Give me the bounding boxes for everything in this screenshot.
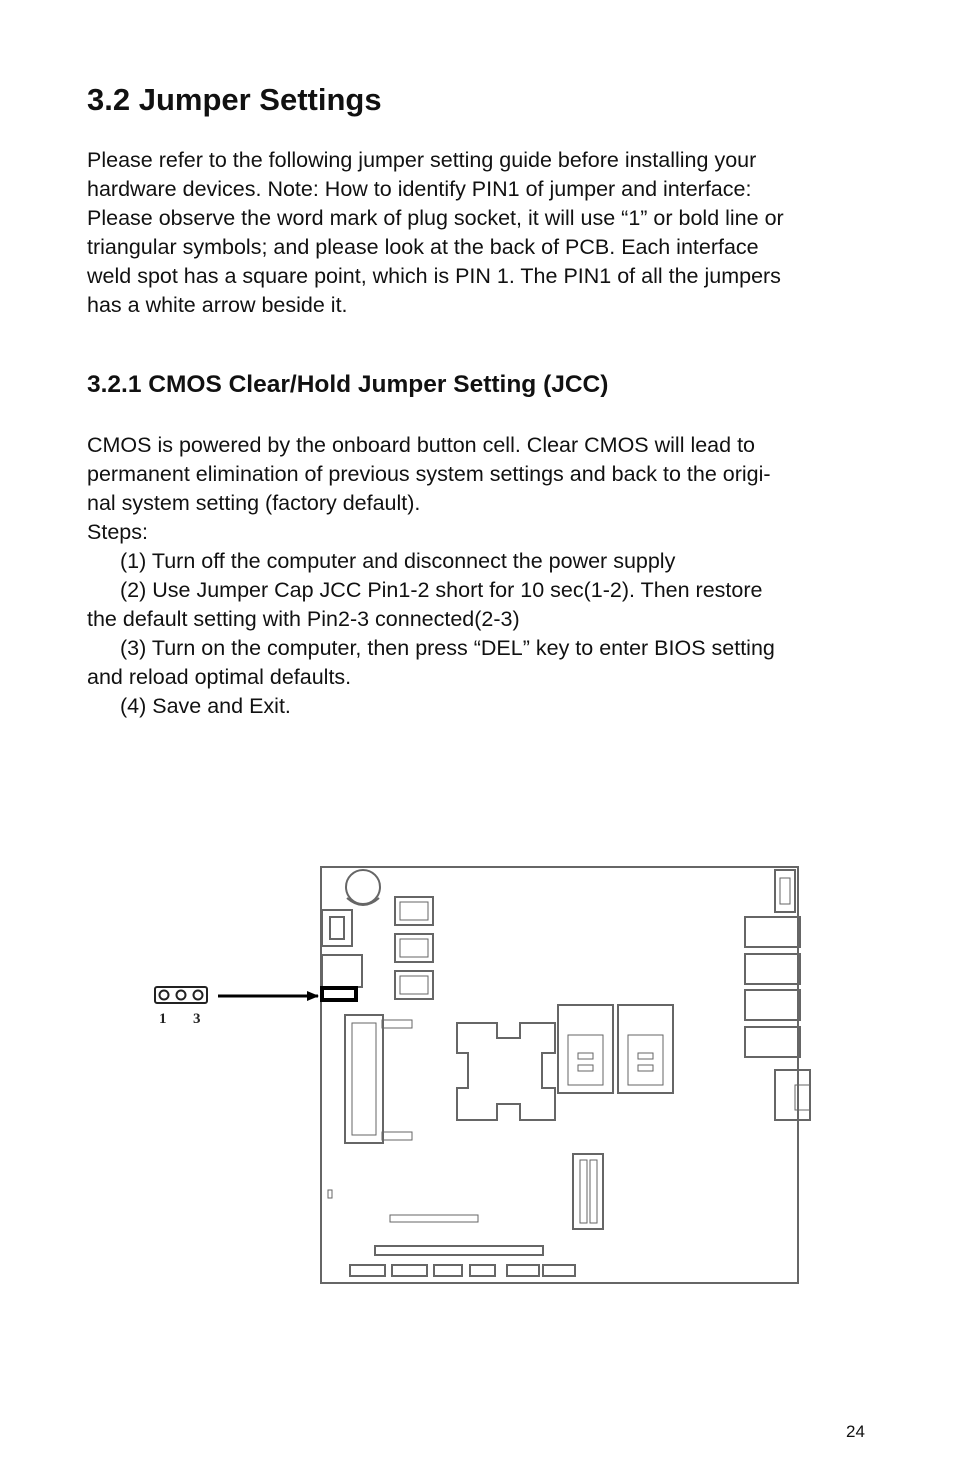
component-1-inner [400,902,428,920]
intro-paragraph [87,146,877,320]
connector-left-1 [322,910,352,946]
step-1: (1) Turn off the computer and disconnect the power supply [120,549,676,573]
chipset-right-inner [628,1035,663,1085]
bottom-header-1 [350,1265,385,1276]
memory-latch-bottom [382,1132,412,1140]
header-horizontal [390,1215,478,1222]
component-2-inner [400,939,428,957]
description-line: permanent elimination of previous system settings and back to the origi- [87,462,771,486]
component-1 [395,897,433,925]
bottom-header-3 [434,1265,462,1276]
cpu-socket [457,1023,555,1120]
expansion-slot-left [580,1160,587,1223]
steps-label: Steps: [87,520,148,544]
chipset-right [618,1005,673,1093]
bottom-header-4 [470,1265,495,1276]
connector-left-1-inner [330,917,344,939]
chipset-left [558,1005,613,1093]
expansion-slot-right [590,1160,597,1223]
io-port-1 [775,870,795,912]
step-3: (3) Turn on the computer, then press “DEL” key to enter BIOS setting [120,636,775,660]
component-3-inner [400,976,428,994]
io-port-1-inner [780,878,790,904]
memory-slot [345,1015,383,1143]
component-3 [395,971,433,999]
section-heading-cmos: 3.2.1 CMOS Clear/Hold Jumper Setting (JCC) [87,371,609,398]
intro-line: has a white arrow beside it. [87,293,348,317]
jumper-pin-label-3: 3 [193,1011,201,1027]
bottom-header-2 [392,1265,427,1276]
board-outline [321,867,798,1283]
jumper-pin-3 [194,991,203,1000]
intro-line: Please refer to the following jumper setting guide before installing your [87,148,757,172]
chipset-right-mark-2 [638,1065,653,1071]
io-port-6 [775,1070,810,1120]
component-2 [395,934,433,962]
intro-line: weld spot has a square point, which is PIN 1. The PIN1 of all the jumpers [87,264,781,288]
step-2-continued: the default setting with Pin2-3 connected(2-3) [87,607,520,631]
chipset-left-mark-2 [578,1065,593,1071]
description-line: CMOS is powered by the onboard button cell. Clear CMOS will lead to [87,433,756,457]
cmos-instructions [87,431,877,721]
intro-line: triangular symbols; and please look at the back of PCB. Each interface [87,235,759,259]
jcc-jumper-callout [155,987,207,1027]
jumper-pin-1 [160,991,169,1000]
step-2: (2) Use Jumper Cap JCC Pin1-2 short for 10 sec(1-2). Then restore [120,578,763,602]
step-4: (4) Save and Exit. [120,694,291,718]
bottom-header-6 [543,1265,575,1276]
chipset-right-mark-1 [638,1053,653,1059]
io-port-5 [745,1027,800,1057]
small-component [328,1190,332,1198]
pcie-slot-bottom [375,1246,543,1255]
jumper-pin-label-1: 1 [159,1011,167,1027]
chipset-left-mark-1 [578,1053,593,1059]
page-heading: 3.2 Jumper Settings [87,82,382,117]
memory-slot-inner [352,1023,376,1135]
chipset-left-inner [568,1035,603,1085]
io-port-3 [745,954,800,984]
bottom-header-5 [507,1265,539,1276]
memory-latch-top [382,1020,412,1028]
expansion-slot-vertical [573,1154,603,1229]
io-port-2 [745,917,800,947]
jumper-pin-2 [177,991,186,1000]
motherboard-jcc-diagram [150,860,820,1300]
description-line: nal system setting (factory default). [87,491,421,515]
intro-line: hardware devices. Note: How to identify PIN1 of jumper and interface: [87,177,752,201]
step-3-continued: and reload optimal defaults. [87,665,352,689]
motherboard-layout [321,867,810,1283]
jcc-highlight-box [322,988,356,1000]
page-number: 24 [846,1422,865,1441]
io-port-4 [745,990,800,1020]
intro-line: Please observe the word mark of plug socket, it will use “1” or bold line or [87,206,784,230]
cmos-battery [346,870,380,904]
connector-left-2 [322,955,362,987]
